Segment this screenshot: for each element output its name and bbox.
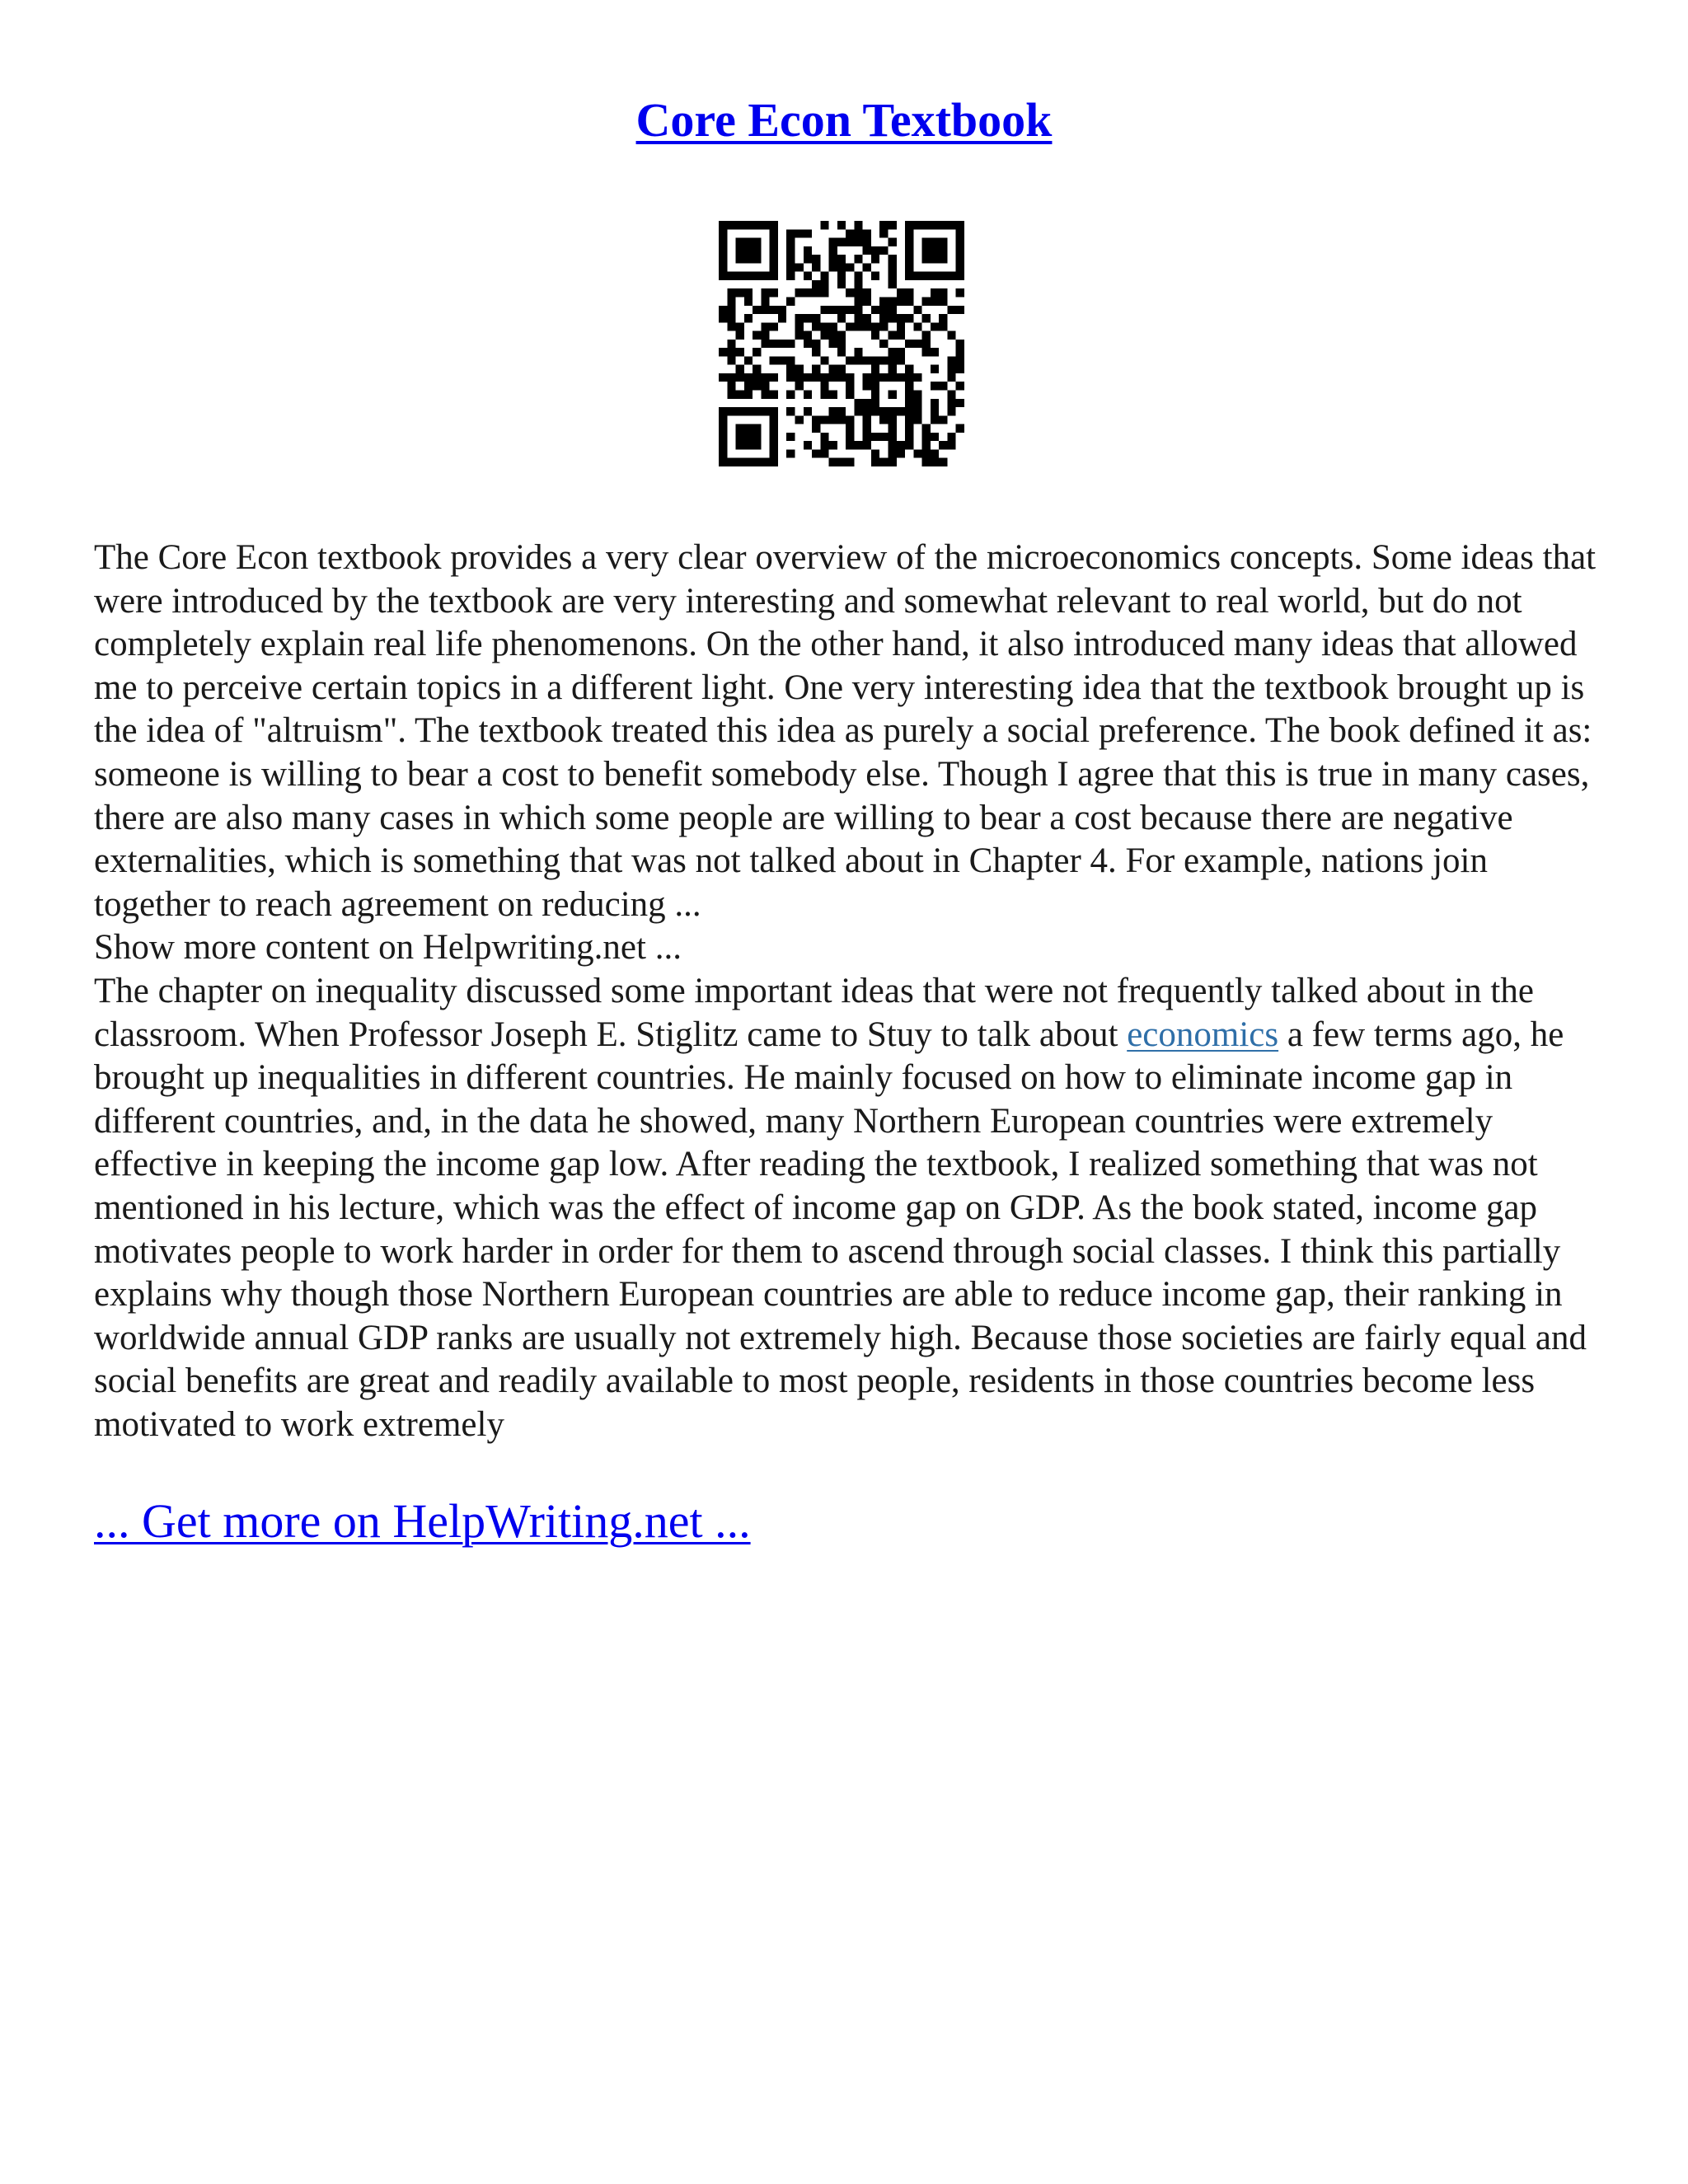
paragraph-inequality-start: The chapter on inequality discussed some important ideas that were not frequently talked about in the classroom. When Professor Joseph E. Stiglitz came to Stuy to talk about [94,971,1534,1054]
show-more-text: Show more content on Helpwriting.net ... [94,928,682,968]
qr-code-icon [719,221,964,466]
page-title [0,87,1688,153]
qr-code-graphic [719,221,964,466]
paragraph-inequality [94,970,1602,1447]
essay-body [94,537,1602,1446]
get-more-link[interactable]: ... Get more on HelpWriting.net ... [94,1494,751,1548]
paragraph-altruism: The Core Econ textbook provides a very clear overview of the microeconomics concepts. Some ideas that were introduced by the textbook are very interesting and somewhat relevant to real world, but do not completely explain real life phenomenons. On the other hand, it also introduced many ideas that allowed me to perceive certain topics in a different light. One very interesting idea that the textbook brought up is the idea of "altruism". The textbook treated this idea as purely a social preference. The book defined it as: someone is willing to bear a cost to benefit somebody else. Though I agree that this is true in many cases, there are also many cases in which some people are willing to bear a cost because there are negative externalities, which is something that was not talked about in Chapter 4. For example, nations join together to reach agreement on reducing ... [94,538,1597,924]
title-link[interactable]: Core Econ Textbook [635,93,1053,147]
get-more-container [94,1493,751,1550]
economics-link[interactable]: economics [1127,1015,1279,1054]
paragraph-inequality-rest: a few terms ago, he brought up inequalities in different countries. He mainly focused on how to eliminate income gap in different countries, and, in the data he showed, many Northern European countries were extremely effective in keeping the income gap low. After reading the textbook, I realized something that was not mentioned in his lecture, which was the effect of income gap on GDP. As the book stated, income gap motivates people to work harder in order for them to ascend through social classes. I think this partially explains why though those Northern European countries are able to reduce income gap, their ranking in worldwide annual GDP ranks are usually not extremely high. Because those societies are fairly equal and social benefits are great and readily available to most people, residents in those countries become less motivated to work extremely [94,1015,1587,1444]
